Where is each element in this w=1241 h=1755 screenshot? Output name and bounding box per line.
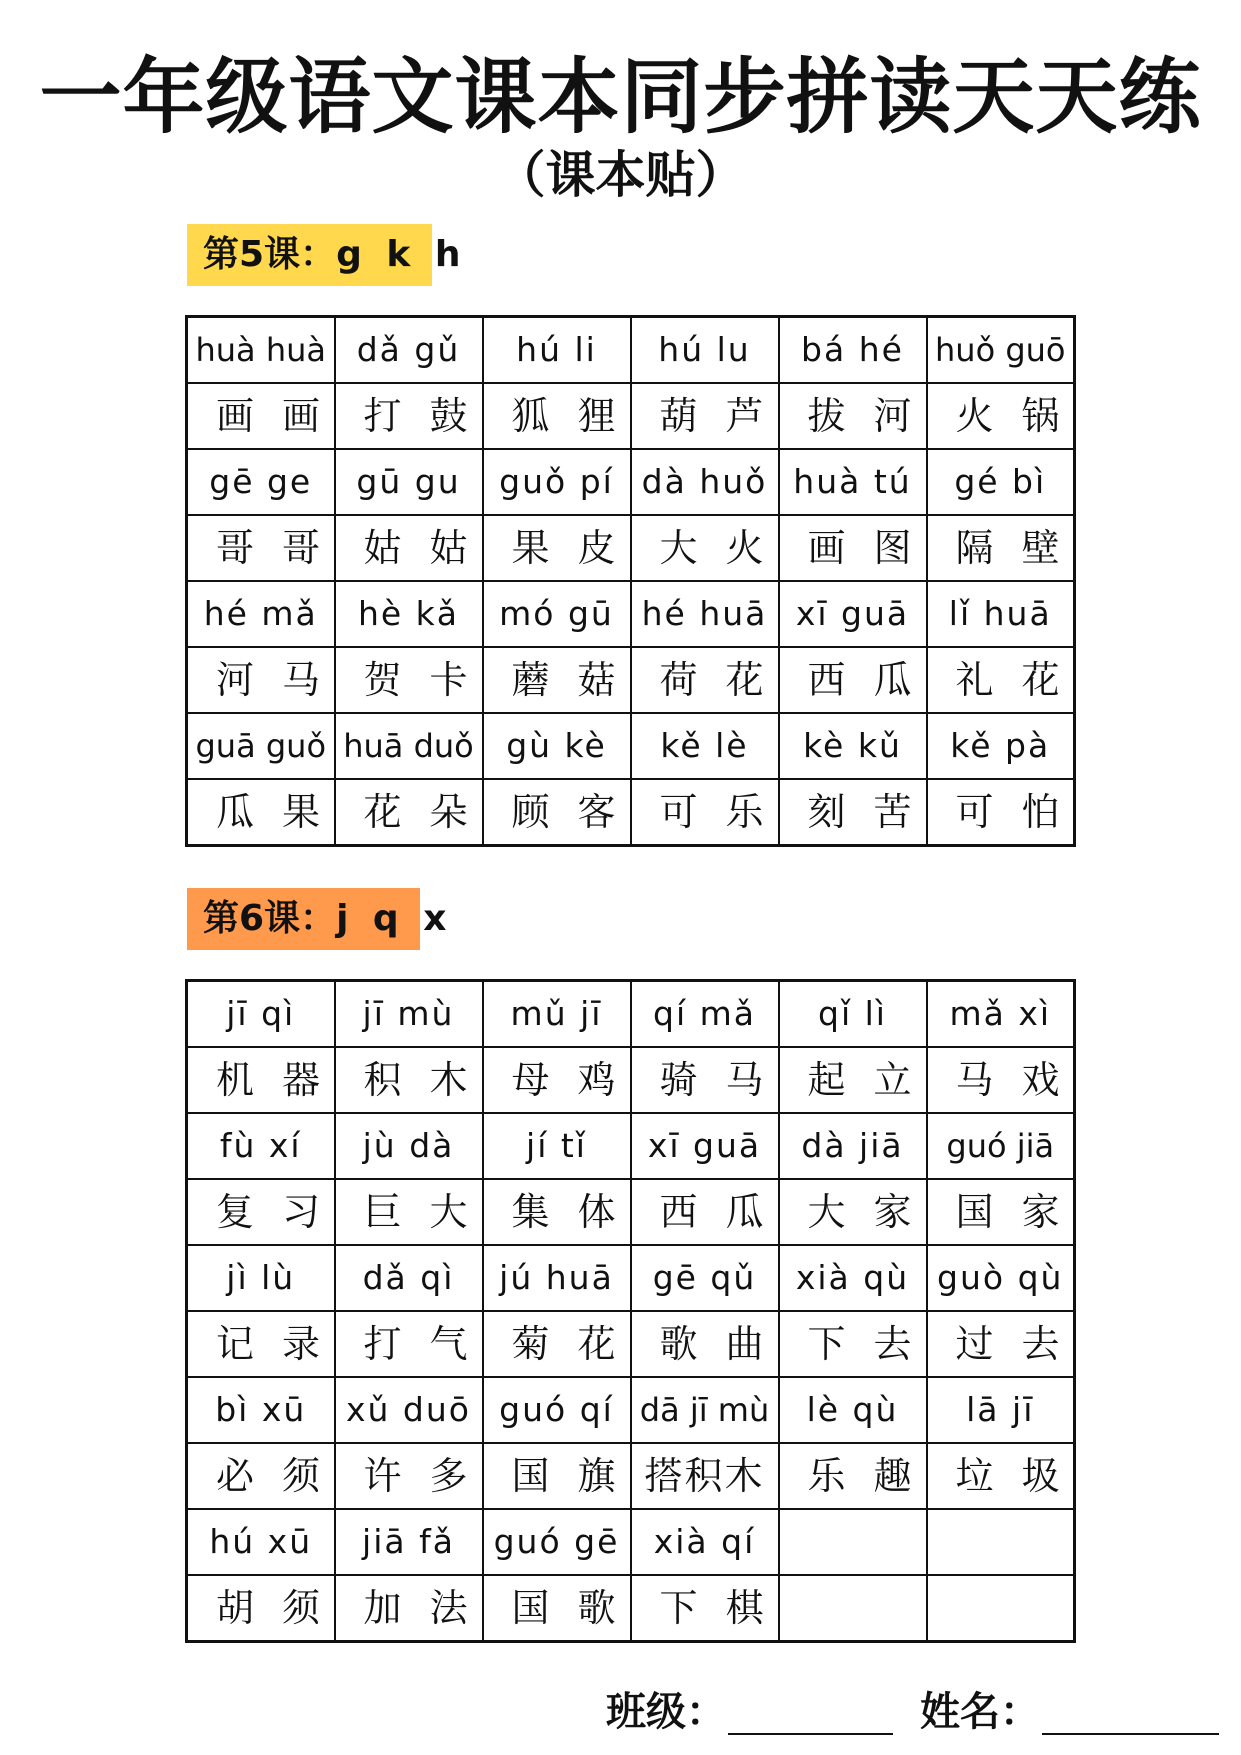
hanzi-text: 果皮: [511, 526, 644, 570]
lesson6-pinyin-cell: [187, 1245, 335, 1311]
pinyin-text: gē ge: [209, 462, 313, 501]
hanzi-text: [986, 1586, 1014, 1630]
hanzi-text: 打鼓: [363, 394, 496, 438]
lesson6-hanzi-cell: [779, 1047, 940, 1113]
lesson6-name: 第6课：: [203, 898, 337, 939]
hanzi-text: 积木: [363, 1058, 496, 1102]
pinyin-text: bá hé: [801, 330, 904, 369]
lesson6-pinyin-row: [187, 1245, 1075, 1311]
hanzi-text: 可乐: [659, 790, 792, 834]
pinyin-text: jú huā: [499, 1258, 614, 1297]
lesson6-pinyin-cell: [631, 981, 779, 1048]
pinyin-text: gé bì: [954, 462, 1047, 501]
lesson6-pinyin-cell: [335, 1377, 483, 1443]
hanzi-text: 哥哥: [216, 526, 349, 570]
pinyin-text: kè kǔ: [803, 726, 902, 765]
lesson5-hanzi-row: [187, 383, 1075, 449]
lesson6-hanzi-cell: [631, 1047, 792, 1113]
lesson5-hanzi-cell: [927, 779, 1088, 846]
pinyin-text: hú lu: [658, 330, 751, 369]
lesson5-pinyin-cell: [779, 449, 927, 515]
lesson6-hanzi-cell: [187, 1047, 349, 1113]
lesson6-hanzi-cell: [779, 1575, 927, 1642]
lesson6-pinyin-cell: [187, 981, 335, 1048]
pinyin-text: jī mù: [362, 994, 455, 1033]
class-label: 班级：: [606, 1689, 726, 1735]
hanzi-text: 可怕: [955, 790, 1088, 834]
lesson5-pinyin-cell: [187, 317, 335, 384]
hanzi-text: 拔河: [807, 394, 940, 438]
lesson5-hanzi-cell: [927, 647, 1088, 713]
lesson6-hanzi-row: [187, 1311, 1075, 1377]
hanzi-text: 骑马: [659, 1058, 792, 1102]
pinyin-text: hé huā: [641, 594, 768, 633]
hanzi-text: [839, 1586, 867, 1630]
lesson5-hanzi-cell: [483, 779, 644, 846]
lesson6-hanzi-cell: [187, 1311, 349, 1377]
lesson6-hanzi-cell: [631, 1443, 779, 1509]
pinyin-text: qǐ lì: [818, 994, 887, 1033]
name-label: 姓名：: [920, 1689, 1040, 1735]
lesson6-pinyin-cell: [483, 981, 631, 1048]
lesson6-hanzi-cell: [927, 1047, 1088, 1113]
lesson5-hanzi-cell: [187, 647, 349, 713]
pinyin-text: hé mǎ: [203, 594, 318, 633]
hanzi-text: 机器: [216, 1058, 349, 1102]
lesson6-hanzi-cell: [483, 1311, 644, 1377]
lesson5-pinyin-cell: [631, 449, 779, 515]
pinyin-text: dà huǒ: [641, 462, 768, 501]
lesson6-hanzi-cell: [187, 1575, 349, 1642]
pinyin-text: mó gū: [499, 594, 614, 633]
lesson5-hanzi-cell: [779, 779, 940, 846]
lesson5-pinyin-cell: [483, 449, 631, 515]
lesson5-hanzi-row: [187, 779, 1075, 846]
lesson5-hanzi-cell: [779, 383, 940, 449]
lesson6-pinyin-cell: [483, 1377, 631, 1443]
lesson5-hanzi-cell: [335, 779, 496, 846]
hanzi-text: 许多: [363, 1454, 496, 1498]
pinyin-text: huā duǒ: [343, 727, 474, 765]
lesson6-hanzi-cell: [483, 1575, 644, 1642]
lesson6-hanzi-cell: [483, 1443, 644, 1509]
lesson6-pinyin-cell: [927, 1113, 1075, 1179]
pinyin-text: gù kè: [506, 726, 607, 765]
pinyin-text: dà jiā: [801, 1126, 904, 1165]
hanzi-text: 瓜果: [216, 790, 349, 834]
hanzi-text: 贺卡: [363, 658, 496, 702]
pinyin-text: xià qù: [795, 1258, 910, 1297]
pinyin-text: xī guā: [795, 594, 910, 633]
lesson6-pinyin-cell: [779, 981, 927, 1048]
pinyin-text: guó qí: [499, 1390, 614, 1429]
lesson6-hanzi-cell: [927, 1179, 1088, 1245]
hanzi-text: 狐狸: [511, 394, 644, 438]
pinyin-text: mǎ xì: [949, 994, 1052, 1033]
lesson5-hanzi-cell: [779, 515, 940, 581]
hanzi-text: 菊花: [511, 1322, 644, 1366]
lesson6-hanzi-row: [187, 1443, 1075, 1509]
lesson6-pinyin-cell: [187, 1377, 335, 1443]
hanzi-text: 西瓜: [807, 658, 940, 702]
hanzi-text: 荷花: [659, 658, 792, 702]
lesson5-hanzi-row: [187, 647, 1075, 713]
lesson6-hanzi-row: [187, 1179, 1075, 1245]
hanzi-text: 河马: [216, 658, 349, 702]
lesson6-hanzi-cell: [779, 1443, 940, 1509]
lesson6-hanzi-cell: [631, 1311, 792, 1377]
hanzi-text: 复习: [216, 1190, 349, 1234]
pinyin-text: huǒ guō: [935, 331, 1066, 369]
lesson6-hanzi-cell: [779, 1311, 940, 1377]
hanzi-text: 加法: [363, 1586, 496, 1630]
lesson6-hanzi-cell: [335, 1179, 496, 1245]
lesson6-hanzi-cell: [927, 1443, 1088, 1509]
lesson6-pinyin-cell: [483, 1113, 631, 1179]
pinyin-text: gē qǔ: [652, 1258, 757, 1297]
pinyin-text: lā jī: [966, 1390, 1035, 1429]
lesson5-hanzi-cell: [483, 383, 644, 449]
lesson5-pinyin-cell: [187, 713, 335, 779]
pinyin-text: guā guǒ: [195, 727, 327, 765]
lesson5-pinyin-cell: [483, 713, 631, 779]
lesson5-pinyin-row: [187, 449, 1075, 515]
lesson6-pinyin-cell: [779, 1113, 927, 1179]
lesson6-hanzi-cell: [483, 1047, 644, 1113]
lesson6-pinyin-cell: [187, 1509, 335, 1575]
lesson6-pinyin-cell: [335, 1509, 483, 1575]
lesson5-hanzi-cell: [779, 647, 940, 713]
lesson5-hanzi-cell: [927, 383, 1088, 449]
lesson6-hanzi-cell: [927, 1311, 1088, 1377]
lesson5-hanzi-cell: [631, 647, 792, 713]
lesson6-hanzi-cell: [483, 1179, 644, 1245]
lesson6-hanzi-cell: [187, 1443, 349, 1509]
lesson6-letters: j q x: [336, 898, 453, 939]
lesson5-hanzi-cell: [335, 383, 496, 449]
lesson6-pinyin-cell: [927, 1245, 1075, 1311]
lesson6-pinyin-row: [187, 1509, 1075, 1575]
hanzi-text: 画图: [807, 526, 940, 570]
lesson6-pinyin-cell: [779, 1509, 927, 1575]
lesson5-pinyin-cell: [631, 317, 779, 384]
hanzi-text: 隔壁: [955, 526, 1088, 570]
pinyin-text: dǎ qì: [362, 1258, 455, 1297]
pinyin-text: xǔ duō: [346, 1390, 471, 1429]
class-blank-line[interactable]: [728, 1733, 893, 1735]
pinyin-text: jī qì: [226, 994, 296, 1033]
lesson5-hanzi-cell: [927, 515, 1088, 581]
pinyin-text: jiā fǎ: [362, 1522, 455, 1561]
pinyin-text: dā jī mù: [639, 1391, 770, 1429]
hanzi-text: 下棋: [659, 1586, 792, 1630]
hanzi-text: 姑姑: [363, 526, 496, 570]
pinyin-text: jí tǐ: [526, 1126, 587, 1165]
lesson5-tag: [187, 224, 467, 286]
lesson6-hanzi-cell: [335, 1047, 496, 1113]
pinyin-text: huà huà: [195, 331, 326, 369]
pinyin-text: lè qù: [806, 1390, 899, 1429]
lesson5-pinyin-cell: [927, 449, 1075, 515]
lesson5-hanzi-cell: [187, 383, 349, 449]
pinyin-text: gū gu: [356, 462, 461, 501]
pinyin-text: huà tú: [793, 462, 912, 501]
hanzi-text: 火锅: [955, 394, 1088, 438]
lesson5-name: 第5课：: [203, 234, 337, 275]
hanzi-text: 过去: [955, 1322, 1088, 1366]
hanzi-text: 国歌: [511, 1586, 644, 1630]
lesson6-pinyin-cell: [483, 1245, 631, 1311]
pinyin-text: hè kǎ: [357, 594, 460, 633]
name-blank-line[interactable]: [1042, 1733, 1219, 1735]
lesson6-hanzi-cell: [631, 1575, 792, 1642]
lesson5-hanzi-row: [187, 515, 1075, 581]
pinyin-text: fù xí: [219, 1126, 302, 1165]
lesson6-hanzi-cell: [335, 1443, 496, 1509]
pinyin-text: xī guā: [647, 1126, 762, 1165]
lesson6-pinyin-row: [187, 1377, 1075, 1443]
pinyin-text: xià qí: [653, 1522, 756, 1561]
lesson6-pinyin-cell: [631, 1245, 779, 1311]
lesson6-pinyin-row: [187, 1113, 1075, 1179]
lesson5-pinyin-cell: [483, 317, 631, 384]
lesson6-hanzi-cell: [631, 1179, 792, 1245]
lesson6-tag: [187, 888, 453, 950]
hanzi-text: 集体: [511, 1190, 644, 1234]
hanzi-text: 国旗: [511, 1454, 644, 1498]
pinyin-text: hú li: [516, 330, 597, 369]
lesson6-pinyin-cell: [335, 1113, 483, 1179]
lesson5-pinyin-cell: [483, 581, 631, 647]
pinyin-text: hú xū: [209, 1522, 313, 1561]
page-title: 一年级语文课本同步拼读天天练: [39, 50, 1202, 145]
lesson6-table: [185, 979, 1088, 1643]
lesson5-pinyin-cell: [779, 581, 927, 647]
hanzi-text: 花朵: [363, 790, 496, 834]
lesson6-pinyin-row: [187, 981, 1075, 1048]
hanzi-text: 蘑菇: [511, 658, 644, 702]
hanzi-text: 马戏: [955, 1058, 1088, 1102]
hanzi-text: 葫芦: [659, 394, 792, 438]
lesson5-pinyin-cell: [927, 317, 1075, 384]
hanzi-text: 母鸡: [511, 1058, 644, 1102]
hanzi-text: 下去: [807, 1322, 940, 1366]
lesson5-pinyin-cell: [335, 449, 483, 515]
lesson5-hanzi-cell: [335, 515, 496, 581]
lesson6-hanzi-cell: [335, 1311, 496, 1377]
lesson5-pinyin-row: [187, 713, 1075, 779]
lesson5-pinyin-cell: [187, 581, 335, 647]
lesson5-hanzi-cell: [631, 383, 792, 449]
lesson6-hanzi-cell: [335, 1575, 496, 1642]
lesson6-hanzi-cell: [187, 1179, 349, 1245]
lesson6-hanzi-cell: [779, 1179, 940, 1245]
hanzi-text: 大家: [807, 1190, 940, 1234]
lesson6-pinyin-cell: [779, 1245, 927, 1311]
pinyin-text: jù dà: [362, 1126, 455, 1165]
lesson6-pinyin-cell: [335, 981, 483, 1048]
hanzi-text: 西瓜: [659, 1190, 792, 1234]
pinyin-text: guó gē: [493, 1522, 620, 1561]
lesson5-hanzi-cell: [631, 779, 792, 846]
pinyin-text: guò qù: [937, 1258, 1064, 1297]
hanzi-text: 大火: [659, 526, 792, 570]
lesson5-hanzi-cell: [483, 647, 644, 713]
hanzi-text: 垃圾: [955, 1454, 1088, 1498]
lesson5-pinyin-cell: [335, 713, 483, 779]
pinyin-text: kě pà: [950, 726, 1051, 765]
hanzi-text: 歌曲: [659, 1322, 792, 1366]
lesson5-pinyin-cell: [779, 713, 927, 779]
hanzi-text: 起立: [807, 1058, 940, 1102]
lesson6-hanzi-cell: [927, 1575, 1075, 1642]
pinyin-text: lǐ huā: [948, 594, 1052, 633]
lesson5-pinyin-cell: [335, 581, 483, 647]
lesson5-table: [185, 315, 1088, 847]
lesson6-pinyin-cell: [335, 1245, 483, 1311]
pinyin-text: bì xū: [215, 1390, 307, 1429]
lesson5-hanzi-cell: [483, 515, 644, 581]
lesson5-pinyin-cell: [927, 581, 1075, 647]
hanzi-text: 胡须: [216, 1586, 349, 1630]
lesson6-pinyin-cell: [927, 981, 1075, 1048]
lesson5-hanzi-cell: [335, 647, 496, 713]
lesson6-pinyin-cell: [927, 1509, 1075, 1575]
hanzi-text: 顾客: [511, 790, 644, 834]
hanzi-text: 记录: [216, 1322, 349, 1366]
hanzi-text: 礼花: [955, 658, 1088, 702]
lesson6-hanzi-row: [187, 1575, 1075, 1642]
lesson5-pinyin-cell: [335, 317, 483, 384]
lesson5-pinyin-cell: [631, 713, 779, 779]
lesson6-hanzi-row: [187, 1047, 1075, 1113]
hanzi-text: 画画: [216, 394, 349, 438]
lesson6-pinyin-cell: [927, 1377, 1075, 1443]
lesson5-letters: g k h: [336, 234, 467, 275]
lesson5-pinyin-row: [187, 581, 1075, 647]
pinyin-text: qí mǎ: [653, 994, 756, 1033]
lesson6-pinyin-cell: [483, 1509, 631, 1575]
lesson5-pinyin-cell: [779, 317, 927, 384]
hanzi-text: 打气: [363, 1322, 496, 1366]
hanzi-text: 巨大: [363, 1190, 496, 1234]
page-subtitle: （课本贴）: [495, 146, 746, 204]
hanzi-text: 必须: [216, 1454, 349, 1498]
lesson5-hanzi-cell: [187, 779, 349, 846]
lesson5-pinyin-cell: [631, 581, 779, 647]
hanzi-text: 刻苦: [807, 790, 940, 834]
pinyin-text: jì lù: [226, 1258, 296, 1297]
lesson5-pinyin-cell: [187, 449, 335, 515]
lesson6-pinyin-cell: [631, 1113, 779, 1179]
lesson5-hanzi-cell: [187, 515, 349, 581]
lesson6-pinyin-cell: [187, 1113, 335, 1179]
lesson6-pinyin-cell: [631, 1509, 779, 1575]
hanzi-text: 搭积木: [644, 1454, 765, 1498]
pinyin-text: dǎ gǔ: [356, 330, 461, 369]
lesson5-hanzi-cell: [631, 515, 792, 581]
pinyin-text: guó jiā: [946, 1127, 1055, 1165]
pinyin-text: kě lè: [660, 726, 749, 765]
lesson5-pinyin-cell: [927, 713, 1075, 779]
pinyin-text: mǔ jī: [510, 994, 603, 1033]
lesson6-pinyin-cell: [779, 1377, 927, 1443]
hanzi-text: 国家: [955, 1190, 1088, 1234]
hanzi-text: 乐趣: [807, 1454, 940, 1498]
pinyin-text: guǒ pí: [499, 462, 614, 501]
lesson5-pinyin-row: [187, 317, 1075, 384]
lesson6-pinyin-cell: [631, 1377, 779, 1443]
